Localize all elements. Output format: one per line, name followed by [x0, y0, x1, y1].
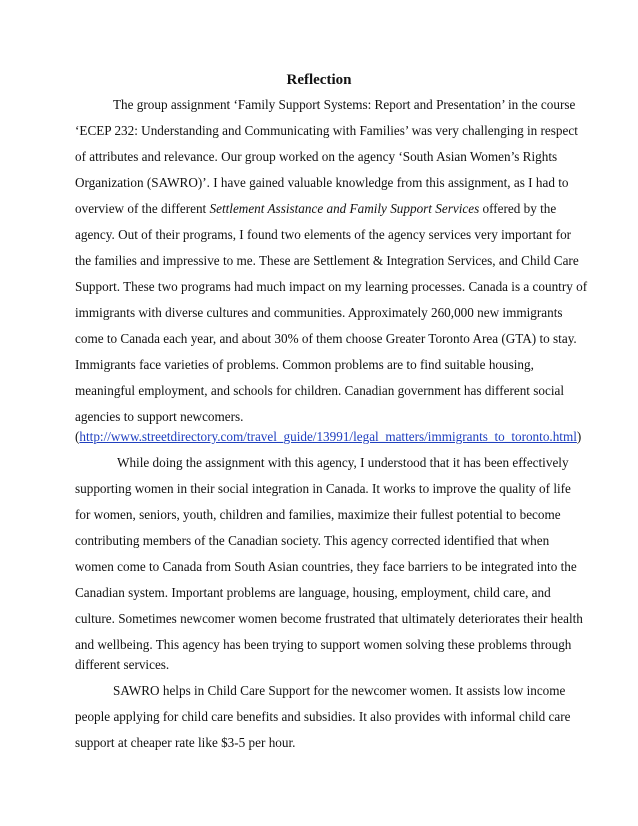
paragraph-1-line-1: The group assignment ‘Family Support Systems: Report and Presentation’ in the course	[113, 97, 576, 112]
paragraph-1-line-9: immigrants with diverse cultures and communities. Approximately 260,000 new immigrants	[75, 305, 563, 320]
paragraph-3-line-2: people applying for child care benefits and subsidies. It also provides with informal child care	[75, 709, 571, 724]
page-title: Reflection	[286, 72, 352, 88]
paragraph-2-line-5: women come to Canada from South Asian countries, they face barriers to be integrated into the	[75, 559, 577, 574]
paragraph-1-line-11: Immigrants face varieties of problems. Common problems are to find suitable housing,	[75, 357, 534, 372]
paragraph-2-line-9: different services.	[75, 657, 170, 672]
link-close-paren: )	[576, 429, 582, 444]
paragraph-2-line-1: While doing the assignment with this agency, I understood that it has been effectively	[117, 455, 569, 470]
italic-services-phrase: Settlement Assistance and Family Support Services	[209, 201, 480, 216]
reference-link[interactable]: http://www.streetdirectory.com/travel_guide/13991/legal_matters/immigrants_to_toronto.html	[79, 429, 577, 444]
paragraph-2-line-7: culture. Sometimes newcomer women become frustrated that ultimately deteriorates their health	[75, 611, 583, 626]
paragraph-3-line-1: SAWRO helps in Child Care Support for the newcomer women. It assists low income	[113, 683, 566, 698]
paragraph-2-line-4: contributing members of the Canadian society. This agency corrected identified that when	[75, 533, 550, 548]
paragraph-1-line-3: of attributes and relevance. Our group worked on the agency ‘South Asian Women’s Rights	[75, 149, 558, 164]
paragraph-2-line-8: and wellbeing. This agency has been trying to support women solving these problems through	[75, 637, 572, 652]
paragraph-2-line-6: Canadian system. Important problems are language, housing, employment, child care, and	[75, 585, 551, 600]
paragraph-1-line-7: the families and impressive to me. These are Settlement & Integration Services, and Child Care	[75, 253, 579, 268]
paragraph-1-line-2: ‘ECEP 232: Understanding and Communicating with Families’ was very challenging in respect	[75, 123, 578, 138]
paragraph-1-line-13: agencies to support newcomers.	[75, 409, 244, 424]
paragraph-1-line-6: agency. Out of their programs, I found two elements of the agency services very important for	[75, 227, 572, 242]
paragraph-1-line-14	[75, 429, 581, 445]
paragraph-1-line-8: Support. These two programs had much impact on my learning processes. Canada is a country of	[75, 279, 588, 294]
paragraph-1-line-10: come to Canada each year, and about 30% of them choose Greater Toronto Area (GTA) to stay.	[75, 331, 577, 346]
paragraph-1-line-12: meaningful employment, and schools for children. Canadian government has different social	[75, 383, 565, 398]
paragraph-3-line-3: support at cheaper rate like $3-5 per hour.	[75, 735, 296, 750]
paragraph-2-line-3: for women, seniors, youth, children and families, maximize their fullest potential to become	[75, 507, 561, 522]
paragraph-2-line-2: supporting women in their social integration in Canada. It works to improve the quality of life	[75, 481, 571, 496]
link-open-paren: (	[75, 429, 80, 444]
paragraph-1-line-4: Organization (SAWRO)’. I have gained valuable knowledge from this assignment, as I had to	[75, 175, 569, 190]
paragraph-1-line-5	[75, 201, 556, 217]
paragraph-1-line-5-start: overview of the different	[75, 201, 210, 216]
paragraph-1-line-5-end: offered by the	[479, 201, 557, 216]
